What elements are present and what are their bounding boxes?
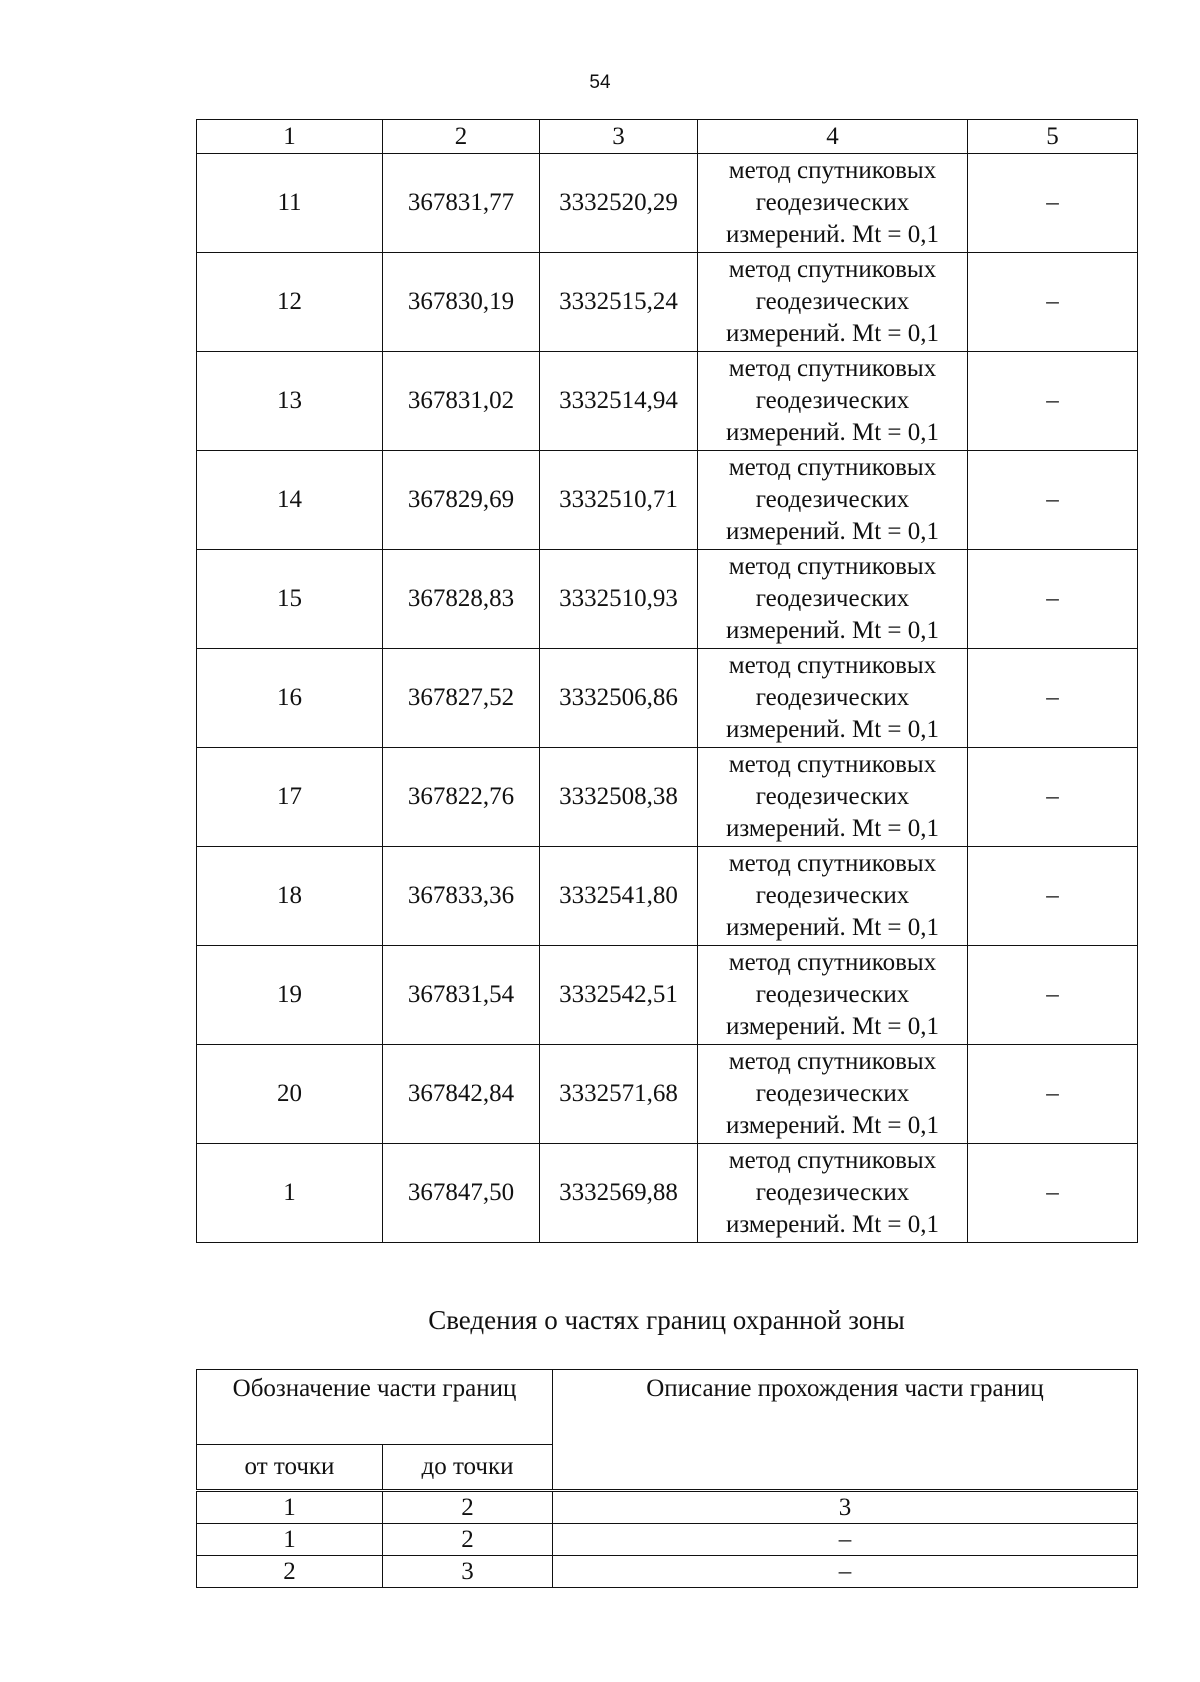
note-cell: – — [968, 847, 1138, 946]
column-number-header: 3 — [540, 120, 698, 154]
method-cell — [698, 451, 968, 550]
method-cell — [698, 1045, 968, 1144]
column-number: 2 — [383, 1491, 553, 1524]
method-line: геодезических — [755, 189, 910, 216]
page-number: 54 — [589, 72, 611, 93]
y-coordinate-cell: 3332506,86 — [540, 649, 698, 748]
description-header: Описание прохождения части границ — [553, 1370, 1138, 1491]
method-line: измерений. Mt = 0,1 — [725, 518, 940, 545]
y-coordinate-cell: 3332569,88 — [540, 1144, 698, 1243]
method-cell — [698, 550, 968, 649]
x-coordinate-cell: 367831,02 — [383, 352, 540, 451]
x-coordinate-cell: 367828,83 — [383, 550, 540, 649]
note-cell: – — [968, 550, 1138, 649]
method-line: измерений. Mt = 0,1 — [725, 419, 940, 446]
coordinate-row — [197, 253, 1138, 352]
method-cell — [698, 946, 968, 1045]
boundary-parts-table — [196, 1369, 1138, 1588]
note-cell: – — [968, 1045, 1138, 1144]
column-number: 1 — [197, 1491, 383, 1524]
column-number-header: 2 — [383, 120, 540, 154]
method-line: метод спутниковых — [728, 553, 937, 580]
to-point-cell: 3 — [383, 1556, 553, 1588]
point-number-cell: 13 — [197, 352, 383, 451]
x-coordinate-cell: 367842,84 — [383, 1045, 540, 1144]
method-line: измерений. Mt = 0,1 — [725, 815, 940, 842]
column-number-header: 1 — [197, 120, 383, 154]
coordinate-row — [197, 352, 1138, 451]
y-coordinate-cell: 3332515,24 — [540, 253, 698, 352]
point-number-cell: 14 — [197, 451, 383, 550]
coordinate-row — [197, 550, 1138, 649]
method-cell — [698, 352, 968, 451]
method-line: измерений. Mt = 0,1 — [725, 914, 940, 941]
note-cell: – — [968, 451, 1138, 550]
parts-row — [197, 1524, 1138, 1556]
note-cell: – — [968, 1144, 1138, 1243]
method-cell — [698, 154, 968, 253]
point-number-cell: 1 — [197, 1144, 383, 1243]
method-cell — [698, 253, 968, 352]
method-line: метод спутниковых — [728, 751, 937, 778]
y-coordinate-cell: 3332510,93 — [540, 550, 698, 649]
x-coordinate-cell: 367827,52 — [383, 649, 540, 748]
column-number: 3 — [553, 1491, 1138, 1524]
y-coordinate-cell: 3332514,94 — [540, 352, 698, 451]
method-line: измерений. Mt = 0,1 — [725, 221, 940, 248]
parts-header-row — [197, 1370, 1138, 1445]
method-line: метод спутниковых — [728, 1147, 937, 1174]
method-line: геодезических — [755, 288, 910, 315]
method-line: геодезических — [755, 387, 910, 414]
note-cell: – — [968, 946, 1138, 1045]
method-cell — [698, 847, 968, 946]
parts-row — [197, 1556, 1138, 1588]
method-line: геодезических — [755, 783, 910, 810]
method-line: метод спутниковых — [728, 256, 937, 283]
coordinates-table — [196, 119, 1138, 1243]
coordinate-row — [197, 154, 1138, 253]
y-coordinate-cell: 3332571,68 — [540, 1045, 698, 1144]
from-point-header: от точки — [197, 1445, 383, 1491]
from-point-cell: 2 — [197, 1556, 383, 1588]
y-coordinate-cell: 3332542,51 — [540, 946, 698, 1045]
y-coordinate-cell: 3332541,80 — [540, 847, 698, 946]
point-number-cell: 15 — [197, 550, 383, 649]
method-line: метод спутниковых — [728, 652, 937, 679]
designation-header: Обозначение части границ — [197, 1370, 553, 1445]
note-cell: – — [968, 352, 1138, 451]
method-line: геодезических — [755, 981, 910, 1008]
coordinate-row — [197, 748, 1138, 847]
to-point-header: до точки — [383, 1445, 553, 1491]
method-line: метод спутниковых — [728, 850, 937, 877]
x-coordinate-cell: 367847,50 — [383, 1144, 540, 1243]
column-number-header: 5 — [968, 120, 1138, 154]
method-line: измерений. Mt = 0,1 — [725, 1013, 940, 1040]
coordinate-row — [197, 946, 1138, 1045]
method-line: метод спутниковых — [728, 454, 937, 481]
method-line: метод спутниковых — [728, 355, 937, 382]
coordinate-row — [197, 649, 1138, 748]
to-point-cell: 2 — [383, 1524, 553, 1556]
method-line: геодезических — [755, 882, 910, 909]
method-line: метод спутниковых — [728, 157, 937, 184]
note-cell: – — [968, 154, 1138, 253]
point-number-cell: 18 — [197, 847, 383, 946]
method-line: измерений. Mt = 0,1 — [725, 320, 940, 347]
method-line: измерений. Mt = 0,1 — [725, 716, 940, 743]
method-line: геодезических — [755, 1080, 910, 1107]
point-number-cell: 17 — [197, 748, 383, 847]
method-line: геодезических — [755, 585, 910, 612]
x-coordinate-cell: 367829,69 — [383, 451, 540, 550]
x-coordinate-cell: 367822,76 — [383, 748, 540, 847]
description-cell: – — [553, 1556, 1138, 1588]
method-line: метод спутниковых — [728, 949, 937, 976]
y-coordinate-cell: 3332520,29 — [540, 154, 698, 253]
note-cell: – — [968, 649, 1138, 748]
method-cell — [698, 1144, 968, 1243]
note-cell: – — [968, 748, 1138, 847]
description-cell: – — [553, 1524, 1138, 1556]
point-number-cell: 20 — [197, 1045, 383, 1144]
coordinate-row — [197, 451, 1138, 550]
method-line: геодезических — [755, 486, 910, 513]
method-cell — [698, 748, 968, 847]
y-coordinate-cell: 3332510,71 — [540, 451, 698, 550]
method-line: геодезических — [755, 1179, 910, 1206]
method-cell — [698, 649, 968, 748]
method-line: геодезических — [755, 684, 910, 711]
point-number-cell: 12 — [197, 253, 383, 352]
parts-section-title: Сведения о частях границ охранной зоны — [428, 1305, 905, 1335]
method-line: измерений. Mt = 0,1 — [725, 617, 940, 644]
note-cell: – — [968, 253, 1138, 352]
method-line: метод спутниковых — [728, 1048, 937, 1075]
coordinate-row — [197, 1144, 1138, 1243]
column-number-header: 4 — [698, 120, 968, 154]
from-point-cell: 1 — [197, 1524, 383, 1556]
method-line: измерений. Mt = 0,1 — [725, 1112, 940, 1139]
x-coordinate-cell: 367830,19 — [383, 253, 540, 352]
x-coordinate-cell: 367833,36 — [383, 847, 540, 946]
point-number-cell: 16 — [197, 649, 383, 748]
x-coordinate-cell: 367831,54 — [383, 946, 540, 1045]
method-line: измерений. Mt = 0,1 — [725, 1211, 940, 1238]
coordinate-row — [197, 1045, 1138, 1144]
x-coordinate-cell: 367831,77 — [383, 154, 540, 253]
coordinates-header-row — [197, 120, 1138, 154]
point-number-cell: 11 — [197, 154, 383, 253]
parts-number-row — [197, 1491, 1138, 1524]
coordinate-row — [197, 847, 1138, 946]
y-coordinate-cell: 3332508,38 — [540, 748, 698, 847]
point-number-cell: 19 — [197, 946, 383, 1045]
